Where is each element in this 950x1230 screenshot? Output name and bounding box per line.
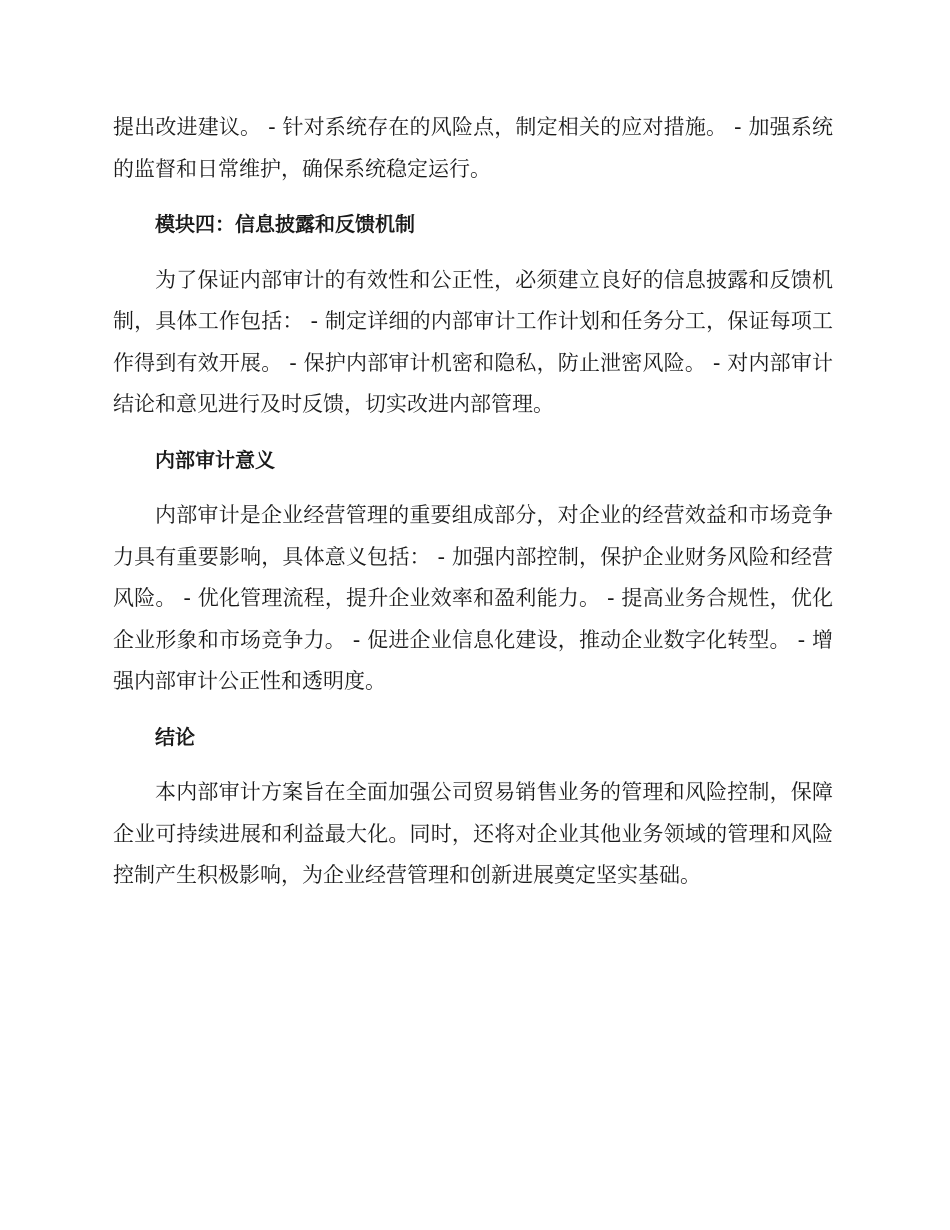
audit-significance-paragraph: 内部审计是企业经营管理的重要组成部分，对企业的经营效益和市场竞争力具有重要影响，具体意义包括： - 加强内部控制，保护企业财务风险和经营风险。 - 优化管理流程，提升企业效率和盈利能力。 - 提高业务合规性，优化企业形象和市场竞争力。 - 促进企业信息化建设，推动企业数字化转型。 - 增强内部审计公正性和透明度。 [113,503,833,693]
section-heading-conclusion: 结论 [155,724,195,749]
section-heading-audit-significance: 内部审计意义 [155,447,275,472]
document-page [113,107,833,897]
conclusion-paragraph: 本内部审计方案旨在全面加强公司贸易销售业务的管理和风险控制，保障企业可持续进展和利益最大化。同时，还将对企业其他业务领域的管理和风险控制产生积极影响，为企业经营管理和创新进展奠定坚实基础。 [113,780,833,887]
continued-paragraph: 提出改进建议。 - 针对系统存在的风险点，制定相关的应对措施。 - 加强系统的监督和日常维护，确保系统稳定运行。 [113,115,833,181]
section-heading-module-four: 模块四：信息披露和反馈机制 [155,212,415,236]
module-four-paragraph: 为了保证内部审计的有效性和公正性，必须建立良好的信息披露和反馈机制，具体工作包括： - 制定详细的内部审计工作计划和任务分工，保证每项工作得到有效开展。 - 保护内部审计机密和隐私，防止泄密风险。 - 对内部审计结论和意见进行及时反馈，切实改进内部管理。 [113,267,833,416]
